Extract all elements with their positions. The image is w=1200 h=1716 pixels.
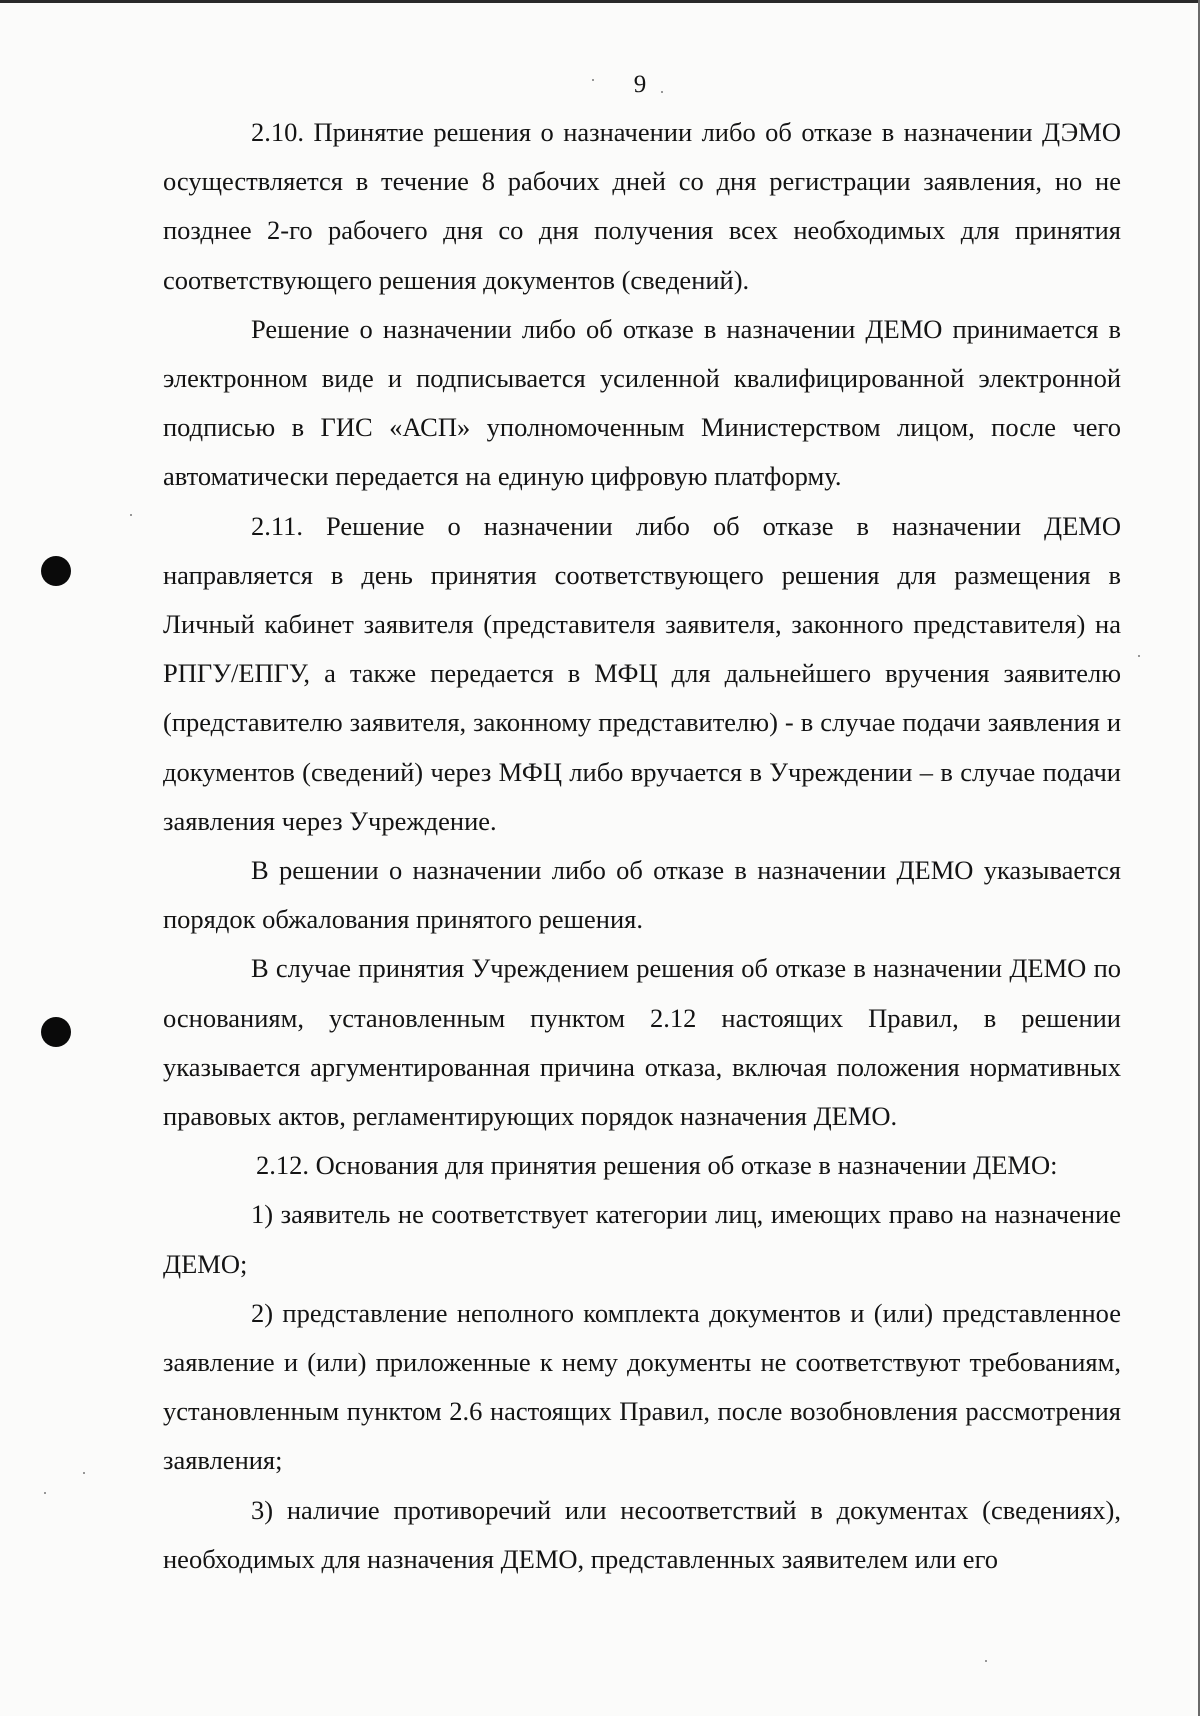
scan-speck — [985, 1660, 987, 1662]
paragraph-2-10: 2.10. Принятие решения о назначении либо об отказе в назначении ДЭМО осуществляется в течение 8 рабочих дней со дня регистрации заявления, но не позднее 2-го рабочего дня со дня получения всех необходимых для принятия соответствующего решения документов (сведений). — [163, 117, 1121, 295]
page-top-edge — [0, 0, 1200, 3]
paragraph-appeal-procedure: В решении о назначении либо об отказе в назначении ДЕМО указывается порядок обжалования принятого решения. — [163, 855, 1121, 935]
paragraph-refusal-reasons: В случае принятия Учреждением решения об отказе в назначении ДЕМО по основаниям, установленным пунктом 2.12 настоящих Правил, в решении указывается аргументированная причина отказа, включая положения нормативных правовых актов, регламентирующих порядок назначения ДЕМО. — [163, 953, 1121, 1132]
scan-speck — [1138, 655, 1140, 657]
paragraph-decision-signing: Решение о назначении либо об отказе в назначении ДЕМО принимается в электронном виде и подписывается усиленной квалифицированной электронной подписью в ГИС «АСП» уполномоченным Министерством лицом, после чего автоматически передается на единую цифровую платформу. — [163, 313, 1121, 492]
scan-speck — [83, 1472, 85, 1474]
document-body — [163, 108, 1121, 1584]
punch-hole-lower — [41, 1017, 71, 1047]
paragraph-2-12-heading: 2.12. Основания для принятия решения об отказе в назначении ДЕМО: — [256, 1150, 1058, 1181]
punch-hole-upper — [41, 556, 71, 586]
list-item-3: 3) наличие противоречий или несоответствий в документах (сведениях), необходимых для назначения ДЕМО, представленных заявителем или его — [163, 1494, 1121, 1574]
paragraph-2-11: 2.11. Решение о назначении либо об отказе в назначении ДЕМО направляется в день принятия соответствующего решения для размещения в Личный кабинет заявителя (представителя заявителя, законного представителя) на РПГУ/ЕПГУ, а также передается в МФЦ для дальнейшего вручения заявителю (представителю заявителя, законному представителю) - в случае подачи заявления и документов (сведений) через МФЦ либо вручается в Учреждении – в случае подачи заявления через Учреждение. — [163, 510, 1121, 836]
page-number: 9 — [633, 71, 647, 98]
list-item-1: 1) заявитель не соответствует категории лиц, имеющих право на назначение ДЕМО; — [163, 1199, 1121, 1279]
list-item-2: 2) представление неполного комплекта документов и (или) представленное заявление и (или) приложенные к нему документы не соответствуют требованиям, установленным пунктом 2.6 настоящих Правил, после возобновления рассмотрения заявления; — [163, 1297, 1121, 1476]
scan-speck — [44, 1492, 46, 1494]
scan-speck — [130, 514, 132, 516]
